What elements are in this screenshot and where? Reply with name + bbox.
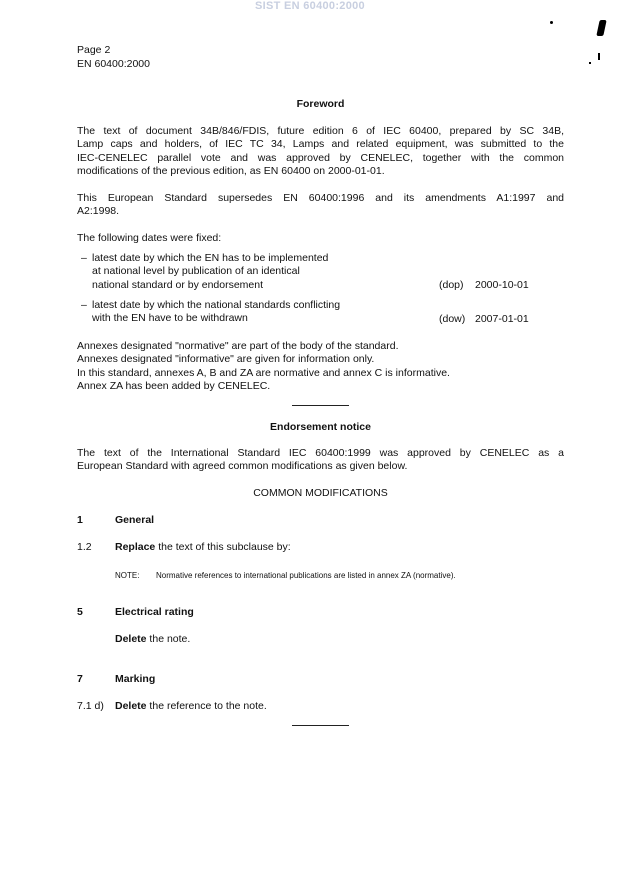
instruction-verb: Delete	[115, 700, 147, 712]
date-code: (dop)	[439, 279, 464, 291]
instruction-text: the note.	[146, 633, 191, 645]
endorsement-paragraph	[77, 447, 564, 474]
text-line: latest date by which the EN has to be implemented	[92, 252, 329, 264]
section-number: 5	[77, 606, 83, 618]
page-number: Page 2	[77, 44, 111, 56]
text-line: This European Standard supersedes EN 60400:1996 and its amendments A1:1997 and	[77, 192, 564, 204]
document-page	[77, 0, 564, 876]
text-line: In this standard, annexes A, B and ZA are normative and annex C is informative.	[77, 366, 450, 379]
watermark: SIST EN 60400:2000	[255, 0, 365, 12]
instruction-text: the reference to the note.	[146, 700, 267, 712]
date-item-dow	[77, 299, 564, 327]
note-label: NOTE:	[115, 571, 140, 580]
date-item-text	[92, 252, 432, 292]
scan-speck	[598, 53, 600, 60]
text-line: IEC-CENELEC parallel vote and was approved by CENELEC, together with the common	[77, 151, 564, 164]
text-line: The text of document 34B/846/FDIS, future edition 6 of IEC 60400, prepared by SC 34B,	[77, 125, 564, 137]
note-text: Normative references to international publications are listed in annex ZA (normative).	[156, 571, 456, 580]
scan-speck	[596, 20, 606, 36]
text-line: national standard or by endorsement	[92, 278, 264, 291]
dates-intro: The following dates were fixed:	[77, 232, 222, 244]
text-line: A2:1998.	[77, 205, 120, 218]
date-item-dop	[77, 252, 564, 294]
instruction-verb: Delete	[115, 633, 147, 645]
text-line: at national level by publication of an identical	[92, 265, 300, 278]
text-line: European Standard with agreed common modifications as given below.	[77, 460, 408, 473]
dash-marker: –	[81, 252, 87, 264]
text-line: Annexes designated "normative" are part of the body of the standard.	[77, 340, 399, 352]
scan-speck	[589, 62, 591, 64]
section-title-electrical-rating: Electrical rating	[115, 606, 194, 618]
text-line: Lamp caps and holders, of IEC TC 34, Lamps and related equipment, was submitted to the	[77, 138, 564, 151]
common-modifications-heading: COMMON MODIFICATIONS	[253, 487, 388, 499]
section-title-marking: Marking	[115, 673, 156, 685]
text-line: The text of the International Standard IEC 60400:1999 was approved by CENELEC as a	[77, 447, 564, 459]
subclause-number: 1.2	[77, 541, 92, 553]
section-title-general: General	[115, 514, 155, 526]
date-value: 2000-10-01	[475, 279, 529, 291]
foreword-heading: Foreword	[296, 98, 345, 110]
text-line: modifications of the previous edition, as EN 60400 on 2000-01-01.	[77, 165, 385, 178]
text-line: with the EN have to be withdrawn	[92, 312, 248, 325]
subclause-instruction	[115, 700, 267, 713]
instruction-text: the text of this subclause by:	[155, 541, 291, 553]
text-line: Annex ZA has been added by CENELEC.	[77, 380, 271, 393]
text-line: latest date by which the national standards conflicting	[92, 299, 341, 311]
endorsement-heading: Endorsement notice	[270, 421, 371, 433]
date-value: 2007-01-01	[475, 313, 529, 325]
subclause-number: 7.1 d)	[77, 700, 104, 712]
section-divider	[292, 725, 349, 726]
foreword-paragraph-2	[77, 192, 564, 219]
section-divider	[292, 405, 349, 406]
annex-notes	[77, 340, 564, 394]
section-number: 7	[77, 673, 83, 685]
instruction-verb: Replace	[115, 541, 156, 553]
dash-marker: –	[81, 299, 87, 311]
section-number: 1	[77, 514, 83, 526]
foreword-paragraph-1	[77, 125, 564, 179]
date-code: (dow)	[439, 313, 466, 325]
document-id: EN 60400:2000	[77, 58, 150, 70]
date-item-text	[92, 299, 432, 326]
text-line: Annexes designated "informative" are given for information only.	[77, 353, 375, 366]
section-instruction	[115, 633, 190, 646]
subclause-instruction	[115, 541, 291, 554]
